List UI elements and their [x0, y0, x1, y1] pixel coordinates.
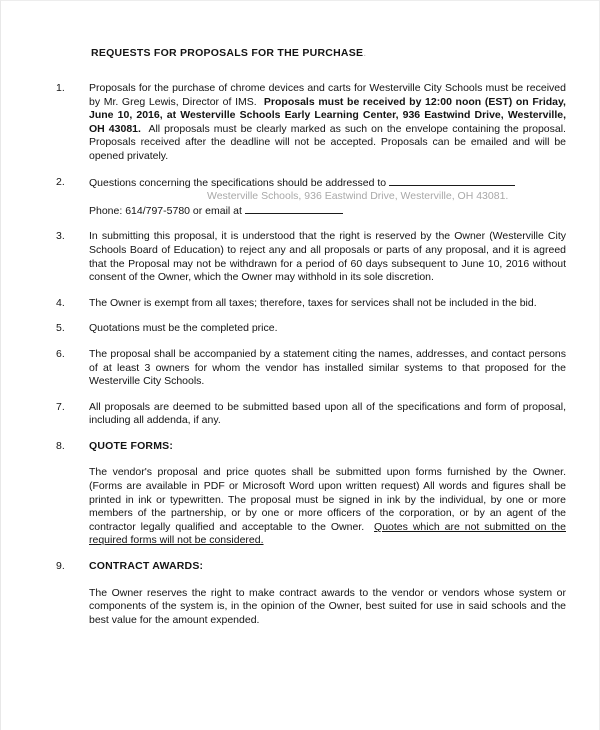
page-title-text: REQUESTS FOR PROPOSALS FOR THE PURCHASE [91, 47, 364, 59]
clause-number: 2. [56, 175, 65, 188]
clause-body [89, 176, 566, 219]
clause-number: 8. [56, 439, 65, 452]
clause-line-question [89, 176, 566, 191]
clause-number: 1. [56, 82, 65, 94]
clause-item-8 [56, 440, 566, 548]
section-heading-quote-forms: QUOTE FORMS: [89, 439, 174, 452]
spacer [89, 453, 566, 466]
clause-line-address [89, 190, 566, 204]
clause-body: In submitting this proposal, it is understood that the right is reserved by the Owner (Westerville City Schools Board of Education) to reject any and all proposals or parts of any proposal, and it is agreed that the Proposal may not be withdrawn for a period of 60 days subsequent to June 10, 2016 without consent of the Owner, which the Owner may withhold in its sole discretion. [89, 230, 566, 284]
page-title-trailing-mark: . [363, 47, 367, 59]
section-text: The vendor's proposal and price quotes shall be submitted upon forms furnished by the Owner. (Forms are available in PDF or Microsoft Word upon written request) All words and figures shall be printed in ink or typewritten. The proposal must be signed in ink by the individual, by one or more members of the partnership, or by one or more officers of the corporation, or by an agent of the contractor legally qualified and acceptable to the Owner. [89, 466, 566, 533]
phone-text: Phone: 614/797-5780 or email at [89, 204, 242, 217]
section-heading-contract-awards: CONTRACT AWARDS: [89, 560, 204, 573]
clause-text-bold: Proposals must be received by 12:00 noon (EST) on Friday, June 10, 2016, at Westerville Schools Early Learning Center, 936 Eastwind Drive, Westerville, OH 43081. [89, 95, 566, 135]
clause-item-4 [56, 297, 566, 311]
clause-body [89, 82, 566, 164]
document-content [56, 47, 566, 639]
clause-line-phone [89, 204, 566, 219]
page-title [91, 47, 566, 59]
clause-number: 9. [56, 560, 65, 573]
clause-item-1 [56, 82, 566, 164]
spacer [89, 574, 566, 587]
section-body-contract-awards: The Owner reserves the right to make contract awards to the vendor or vendors whose system or components of the system is, in the opinion of the Owner, best suited for use in said schools and the best value for the amount expended. [89, 586, 566, 626]
clause-body: The proposal shall be accompanied by a statement citing the names, addresses, and contact persons of at least 3 owners for whom the vendor has installed similar systems to that proposed for the Westerville City Schools. [89, 347, 566, 388]
clause-number: 3. [56, 230, 65, 243]
clause-body [89, 560, 566, 627]
fill-in-blank-addressee[interactable] [389, 176, 515, 186]
fill-in-blank-email[interactable] [245, 204, 343, 214]
clause-number: 7. [56, 400, 65, 413]
address-text: Westerville Schools, 936 Eastwind Drive, Westerville, OH 43081. [207, 190, 509, 203]
clause-item-9 [56, 560, 566, 627]
clause-body: All proposals are deemed to be submitted based upon all of the specifications and form of proposal, including all addenda, if any. [89, 400, 566, 427]
clause-item-6 [56, 348, 566, 389]
clause-body: Quotations must be the completed price. [89, 322, 278, 335]
section-text-underlined: Quotes which are not submitted on the required forms will not be considered. [89, 520, 566, 547]
clause-body [89, 440, 566, 548]
clause-item-3 [56, 230, 566, 284]
clause-text-intro: Proposals for the purchase of chrome devices and carts for Westerville City Schools must be received by Mr. Greg Lewis, Director of IMS. [89, 82, 566, 108]
clause-number: 5. [56, 322, 65, 335]
clause-body: The Owner is exempt from all taxes; therefore, taxes for services shall not be included in the bid. [89, 296, 537, 309]
section-body-quote-forms [89, 466, 566, 548]
clause-text-outro: All proposals must be clearly marked as such on the envelope containing the proposal. Proposals received after the deadline will not be accepted. Proposals can be emailed and will be opened privately. [89, 122, 566, 162]
clause-number: 6. [56, 347, 65, 360]
clause-number: 4. [56, 296, 65, 309]
clause-item-2 [56, 176, 566, 219]
clause-item-5 [56, 322, 566, 336]
clause-text: Questions concerning the specifications should be addressed to [89, 176, 387, 189]
clause-item-7 [56, 401, 566, 428]
